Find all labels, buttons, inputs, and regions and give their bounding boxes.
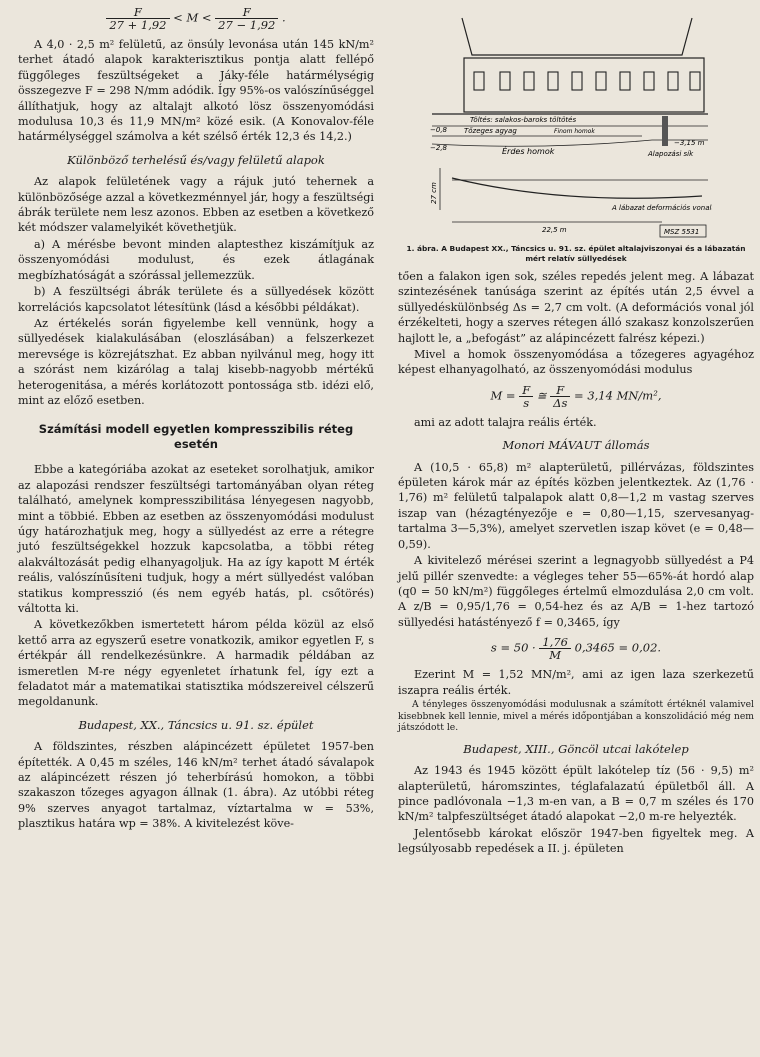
- formula-end: .: [282, 10, 286, 25]
- label-depth-2: −2,8: [430, 144, 447, 152]
- right-column: [398, 0, 754, 857]
- numerator: F: [106, 6, 169, 19]
- paragraph: Az alapok felületének vagy a rájuk jutó tehernek a különbözősége azzal a következménnyel jár, hogy a feszültségi ábrák területe nem lesz azonos. Ebben az esetben a következő két módszer valamelyikét követhetjük.: [18, 175, 374, 235]
- paragraph: tően a falakon igen sok, széles repedés jelent meg. A lábazat szintezésének tanúsága szerint az építés után 2,5 évvel a süllyedéskülönbség Δs = 2,7 cm volt. (A deformációs vonal jól érzékelteti, hogy a szerves rétegen álló szakasz konzolszerűen hajlott le, a „befogást” az alápincézett falrész képezi.): [398, 270, 754, 345]
- equation-modulus: [398, 384, 754, 409]
- figure-1: [412, 0, 712, 240]
- eq-rhs: 0,3465 = 0,02.: [574, 640, 662, 655]
- paragraph: ami az adott talajra reális érték.: [414, 415, 597, 429]
- label-level: −3,15 m: [674, 139, 705, 147]
- paragraph: A földszintes, részben alápincézett épületet 1957-ben építették. A 0,45 m széles, 146 kN/m² terhet átadó sávalapok az alápincézett részen jó teherbírású homokon, a többi szakaszon tőzeges agyagon állnak (1. ábra). Az utóbbi réteg 9% szerves anyagot tartalmaz, víztartalma w = 53%, plasztikus határa wp = 38%. A kivitelezést köve-: [18, 740, 374, 831]
- paragraph: Jelentősebb károkat először 1947-ben figyeltek meg. A legsúlyosabb repedések a II. j. épületen: [398, 826, 754, 856]
- section-heading: Monori MÁVAUT állomás: [502, 438, 650, 453]
- label-fill: Töltés: salakos-baroks töltötés: [470, 116, 577, 124]
- label-base: Alapozási sík: [648, 150, 694, 158]
- fraction: [519, 384, 533, 409]
- denominator: Δs: [553, 395, 568, 410]
- label-peat: Tőzeges agyag: [464, 127, 517, 135]
- fraction-upper: [215, 6, 278, 31]
- paragraph: Az értékelés során figyelembe kell vennünk, hogy a süllyedések kialakulásában (eloszlásában) a felszerkezet merevsége is közrejátszhat. Ez abban nyilvánul meg, hogy itt a szórást nem kizárólag a talaj kisebb-nagyobb mértékű heterogenitása, a mérés korlátozott pontossága stb. idézi elő, mint az előző esetben.: [18, 316, 374, 407]
- left-column: [18, 0, 374, 832]
- denominator: M: [549, 648, 562, 663]
- paragraph: A (10,5 · 65,8) m² alapterületű, pillérvázas, földszintes épületen károk már az építés közben jelentkeztek. Az (1,76 · 1,76) m² felületű talpalapok alatt 0,8—1,2 m vastag szerves iszap van (hézagtényezője e = 0,80—1,15, szervesanyag-tartalma 3—5,3%), amelyet szervetlen iszap követ (e = 0,48—0,59).: [398, 460, 754, 551]
- section-heading: Budapest, XIII., Göncöl utcai lakótelep: [463, 741, 689, 756]
- equation-settlement: [398, 636, 754, 661]
- building-soil-diagram: [412, 0, 712, 240]
- label-deformation: A lábazat deformációs vonala: [612, 204, 712, 212]
- label-standard: MSZ 5531: [664, 228, 700, 236]
- eq-lhs: M =: [490, 388, 516, 403]
- label-length: 22,5 m: [542, 226, 567, 234]
- numerator: F: [519, 384, 533, 397]
- label-height: 27 cm: [430, 182, 438, 204]
- paragraph: a) A mérésbe bevont minden alaptesthez kiszámítjuk az összenyomódási modulust, és ezek átlagának megbízhatóságát a szórással jellemezzük.: [18, 237, 374, 282]
- paragraph: Mivel a homok összenyomódása a tőzegeres agyagéhoz képest elhanyagolható, az összenyomódási modulus: [398, 348, 754, 377]
- eq-rhs: = 3,14 MN/m²,: [574, 388, 662, 403]
- numerator: F: [550, 384, 570, 397]
- numerator: F: [215, 6, 278, 19]
- eq-lhs: s = 50 ·: [490, 640, 536, 655]
- section-heading: Budapest, XX., Táncsics u. 91. sz. épület: [78, 717, 314, 732]
- denominator: 27 − 1,92: [218, 18, 276, 32]
- paragraph: A kivitelező mérései szerint a legnagyobb süllyedést a P4 jelű pillér szenvedte: a végleges teher 55—65%-át hordó alap (q0 = 50 kN/m²) függőleges értelmű elmozdulása 2,0 cm volt. A z/B = 0,95/1,76 = 0,54-hez és az A/B = 1-hez tartozó süllyedési hatástényező f = 0,3465, így: [398, 554, 754, 629]
- label-depth-1: −0,8: [430, 126, 447, 134]
- section-heading-bold: Számítási modell egyetlen kompresszibilis réteg esetén: [38, 422, 354, 452]
- top-formula: [18, 6, 374, 31]
- label-sand: Érdes homok: [502, 147, 555, 156]
- paragraph: Az 1943 és 1945 között épült lakótelep tíz (56 · 9,5) m² alapterületű, háromszintes, téglafalazatú épületből áll. A pince padlóvonala −1,3 m-en van, a B = 0,7 m széles és 170 kN/m² talpfeszültséget átadó alapokat −2,0 m-re helyezték.: [398, 764, 754, 824]
- paragraph: A 4,0 · 2,5 m² felületű, az önsúly levonása után 145 kN/m² terhet átadó alapok karakterisztikus pontja alatt fellépő függőleges feszültségeket a Jáky-féle határmélységig összegezve F = 298 N/mm adódik. Így 95%-os valószínűséggel állíthatjuk, hogy az altalajt alkotó lösz összenyomódási modulusa 10,3 és 11,9 MN/m² közé esik. (A Konovalov-féle határmélységgel számolva a két szélső érték 12,3 és 14,2.): [18, 38, 374, 144]
- section-heading: Különböző terhelésű és/vagy felületű alapok: [67, 152, 325, 167]
- label-gravel: Finom homok: [554, 128, 595, 135]
- fraction-lower: [106, 6, 169, 31]
- paragraph: Ezerint M = 1,52 MN/m², ami az igen laza szerkezetű iszapra reális érték.: [398, 668, 754, 697]
- denominator: 27 + 1,92: [109, 18, 167, 32]
- numerator: 1,76: [539, 636, 571, 649]
- inequality: < M <: [173, 10, 212, 25]
- paragraph: b) A feszültségi ábrák területe és a süllyedések között korrelációs kapcsolatot létesítünk (lásd a későbbi példákat).: [18, 285, 374, 314]
- approx-sign: ≅: [536, 388, 547, 403]
- paragraph: Ebbe a kategóriába azokat az eseteket sorolhatjuk, amikor az alapozási rendszer feszültségi tartományában olyan réteg található, amelynek kompresszibilitása lényegesen nagyobb, mint a többié. Ebben az esetben az összenyomódási modulust úgy határozhatjuk meg, hogy a süllyedést az erre a rétegre jutó feszültségekkel hozzuk kapcsolatba, a többi réteg alakváltozását pedig elhanyagoljuk. Ha az így kapott M érték reális, valószínűsíteni tudjuk, hogy a mért süllyedést valóban statikus kompresszió (és nem egyéb hatás, pl. csőtörés) váltotta ki.: [18, 463, 374, 615]
- fraction: [539, 636, 571, 661]
- fraction: [550, 384, 570, 409]
- paragraph: A következőkben ismertetett három példa közül az első kettő arra az egyszerű esetre vonatkozik, amikor egyetlen F, s értékpár áll rendelkezésünkre. A harmadik példában az ismeretlen M-re négy egyenletet írhatunk fel, így ezt a feladatot már a matematikai statisztika módszereivel célszerű megoldanunk.: [18, 618, 374, 709]
- note: A tényleges összenyomódási modulusnak a számított értéknél valamivel kisebbnek kell lennie, mivel a mérés időpontjában a konszolidáció még nem játszódott le.: [398, 698, 754, 734]
- denominator: s: [523, 395, 530, 410]
- figure-caption: 1. ábra. A Budapest XX., Táncsics u. 91. sz. épület altalajviszonyai és a lábazatán mért relatív süllyedések: [406, 244, 746, 263]
